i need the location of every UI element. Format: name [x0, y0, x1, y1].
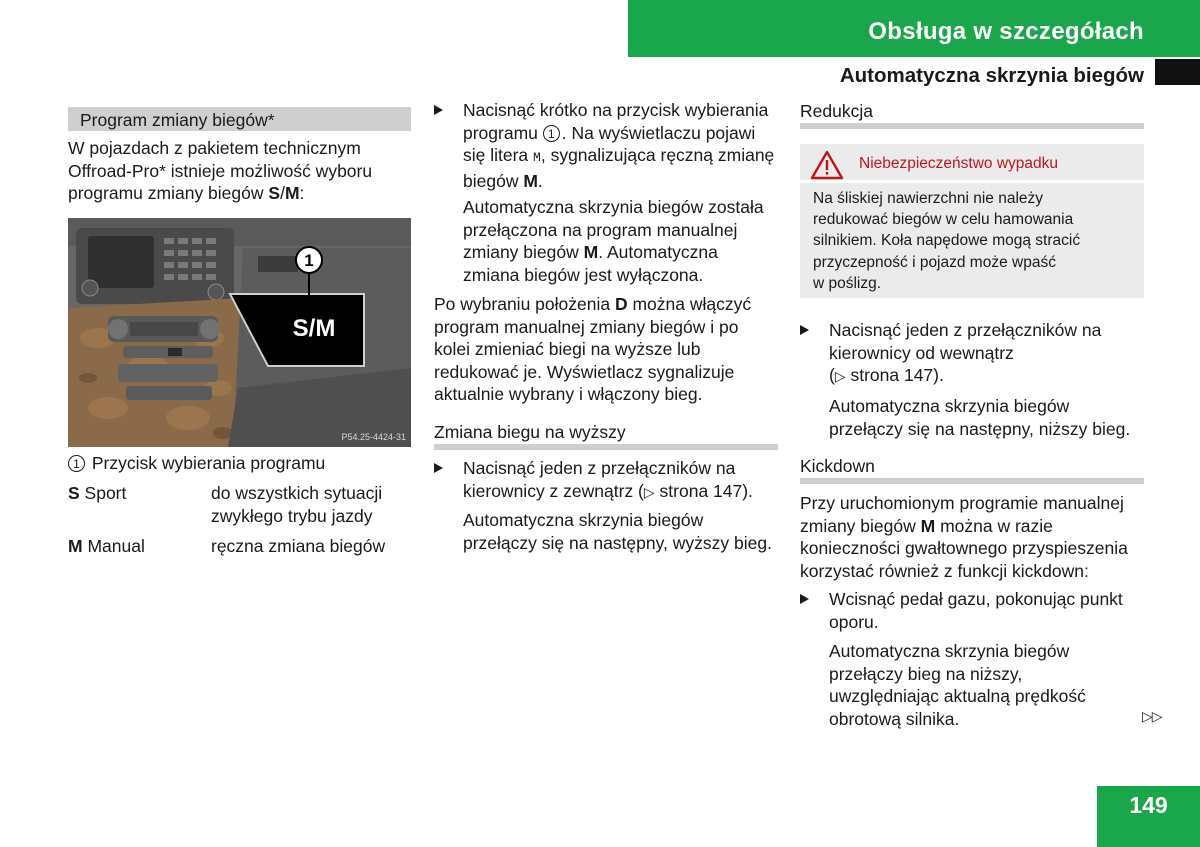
- text-line: Wcisnąć pedał gazu, pokonując punkt: [829, 589, 1123, 609]
- page-number: 149: [1129, 792, 1168, 818]
- mode-key-m: [68, 535, 145, 558]
- text-line: [463, 480, 753, 504]
- text: . Na wyświetlaczu pojawi: [561, 122, 756, 143]
- section-title: Automatyczna skrzynia biegów: [839, 64, 1144, 87]
- text: .: [537, 170, 543, 191]
- text: zmiany biegów: [800, 515, 921, 536]
- text: można włączyć: [627, 294, 752, 314]
- text-line: uwzględniając aktualną prędkość: [829, 686, 1086, 706]
- callout-number: 1: [543, 125, 560, 142]
- text-line: Nacisnąć jeden z przełączników na: [829, 320, 1102, 340]
- text-line: Na śliskiej nawierzchni nie należy: [813, 190, 1044, 207]
- page-ref-arrow-icon: ▷: [834, 368, 846, 384]
- section-tab-marker: [1155, 59, 1200, 85]
- text-line: redukować biegów w celu hamowania: [813, 211, 1074, 229]
- text: kierownicy z zewnątrz (: [463, 480, 644, 501]
- mode-name: Manual: [82, 536, 145, 556]
- intro-line: W pojazdach z pakietem technicznym: [68, 138, 361, 158]
- mode-key: M: [68, 536, 83, 556]
- bullet-text: [463, 457, 753, 503]
- paragraph-kickdown: [800, 492, 1160, 582]
- heading-rule: [434, 444, 778, 450]
- text-line: kolei zmieniać biegi na wyższe lub: [434, 339, 701, 359]
- paragraph-position-d: [434, 293, 784, 406]
- continue-arrows-icon: ▷▷: [1142, 708, 1162, 724]
- text-line: [463, 144, 774, 170]
- mode-desc-m: [211, 535, 385, 558]
- heading-kickdown: Kickdown: [800, 456, 875, 476]
- text: biegów: [463, 170, 524, 191]
- text-line: Automatyczna skrzynia biegów została: [463, 197, 764, 217]
- warning-title: Niebezpieczeństwo wypadku: [859, 155, 1059, 172]
- bullet-text: [829, 588, 1123, 633]
- heading-rule: [800, 478, 1144, 484]
- warning-divider: [800, 180, 1144, 183]
- text-line: przyczepność i pojazd może wpaść: [813, 253, 1056, 271]
- text-line: [800, 515, 1160, 538]
- intro-text: programu zmiany biegów: [68, 183, 269, 203]
- text-line: zmiana biegów jest wyłączona.: [463, 264, 704, 285]
- text-line: redukować je. Wyświetlacz sygnalizuje: [434, 361, 735, 382]
- text-line: konieczności gwałtownego przyspieszenia: [800, 538, 1128, 558]
- text-line: program manualnej zmiany biegów i po: [434, 316, 739, 337]
- slash: /: [280, 183, 285, 203]
- text: , sygnalizująca ręczną zmianę: [540, 145, 775, 165]
- text-line: [434, 293, 784, 316]
- colon: :: [299, 183, 305, 203]
- bullet-arrow-icon: [800, 594, 809, 604]
- text: . Automatyczna: [598, 242, 718, 262]
- text-line: [829, 364, 1101, 388]
- text-line: przełączona na program manualnej: [463, 219, 738, 240]
- caption-text: Przycisk wybierania programu: [91, 453, 326, 473]
- text-line: Automatyczna skrzynia biegów: [829, 396, 1070, 416]
- caption-number: 1: [68, 455, 85, 472]
- text: zmiany biegów: [463, 242, 584, 262]
- console-photo: [68, 218, 411, 447]
- text-line: kierownicy od wewnątrz: [829, 342, 1014, 363]
- result-upshift: [463, 509, 783, 554]
- letter-d: D: [614, 294, 628, 314]
- mode-desc-line: zwykłego trybu jazdy: [211, 505, 373, 526]
- text-line: Nacisnąć jeden z przełączników na: [463, 458, 736, 478]
- text-line: [463, 122, 774, 145]
- text: strona 147).: [654, 480, 753, 501]
- result-1: [463, 196, 783, 286]
- text: programu: [463, 122, 543, 143]
- intro-paragraph: [68, 137, 413, 205]
- result-downshift: [829, 395, 1149, 440]
- mode-key: S: [68, 483, 80, 503]
- intro-line: Offroad-Pro* istnieje możliwość wyboru: [68, 160, 373, 181]
- bullet-arrow-icon: [800, 325, 809, 335]
- text-line: przełączy się na następny, wyższy bieg.: [463, 532, 772, 553]
- photo-callout-number: 1: [304, 251, 314, 270]
- text-line: Automatyczna skrzynia biegów: [829, 641, 1070, 661]
- text: się litera: [463, 145, 534, 165]
- photo-sm-label: S/M: [292, 315, 336, 342]
- letter-m: M: [523, 170, 538, 191]
- console-illustration: [68, 218, 411, 447]
- text: Po wybraniu położenia: [434, 294, 615, 314]
- heading-rule: [800, 123, 1144, 129]
- heading-redukcja: Redukcja: [800, 101, 873, 121]
- text-line: obrotową silnika.: [829, 708, 960, 729]
- text-line: [463, 170, 774, 193]
- bullet-text: [829, 319, 1101, 388]
- text-line: Automatyczna skrzynia biegów: [463, 510, 704, 530]
- text: (: [829, 365, 835, 385]
- text-line: przełączy się na następny, niższy bieg.: [829, 418, 1131, 439]
- text-line: Przy uruchomionym programie manualnej: [800, 493, 1124, 513]
- text-line: [463, 241, 783, 264]
- text-line: silnikiem. Koła napędowe mogą stracić: [813, 232, 1081, 250]
- page-ref-arrow-icon: ▷: [643, 483, 655, 500]
- letter-m: M: [920, 515, 936, 536]
- text-line: aktualnie wybrany i włączony bieg.: [434, 384, 703, 404]
- text: strona 147).: [845, 365, 944, 385]
- heading-zmiana-wyzszy: Zmiana biegu na wyższy: [434, 422, 626, 442]
- photo-code: P54.25-4424-31: [341, 432, 406, 442]
- text-line: przełączy bieg na niższy,: [829, 663, 1023, 684]
- text: można w razie: [935, 515, 1053, 536]
- mode-desc-line: ręczna zmiana biegów: [211, 536, 386, 556]
- heading-program-zmiany: Program zmiany biegów*: [80, 110, 275, 130]
- display-letter: M: [533, 150, 541, 165]
- text-line: oporu.: [829, 611, 879, 632]
- mode-desc-s: [211, 482, 382, 527]
- text-line: w poślizg.: [813, 274, 882, 292]
- mode-name: Sport: [79, 483, 127, 503]
- mode-key-s: [68, 482, 126, 505]
- photo-caption: [68, 452, 325, 475]
- letter-m: M: [583, 242, 599, 262]
- letter-s: S: [268, 183, 281, 203]
- text-line: Nacisnąć krótko na przycisk wybierania: [463, 100, 769, 120]
- warning-text: [813, 188, 1080, 294]
- result-kickdown: [829, 640, 1149, 730]
- bullet-arrow-icon: [434, 463, 443, 473]
- chapter-title: Obsługa w szczegółach: [868, 18, 1144, 45]
- intro-line: [68, 182, 413, 205]
- bullet-text: [463, 99, 774, 192]
- letter-m: M: [284, 183, 300, 203]
- mode-desc-line: do wszystkich sytuacji: [211, 483, 383, 503]
- text-line: korzystać również z funkcji kickdown:: [800, 560, 1089, 581]
- bullet-arrow-icon: [434, 105, 443, 115]
